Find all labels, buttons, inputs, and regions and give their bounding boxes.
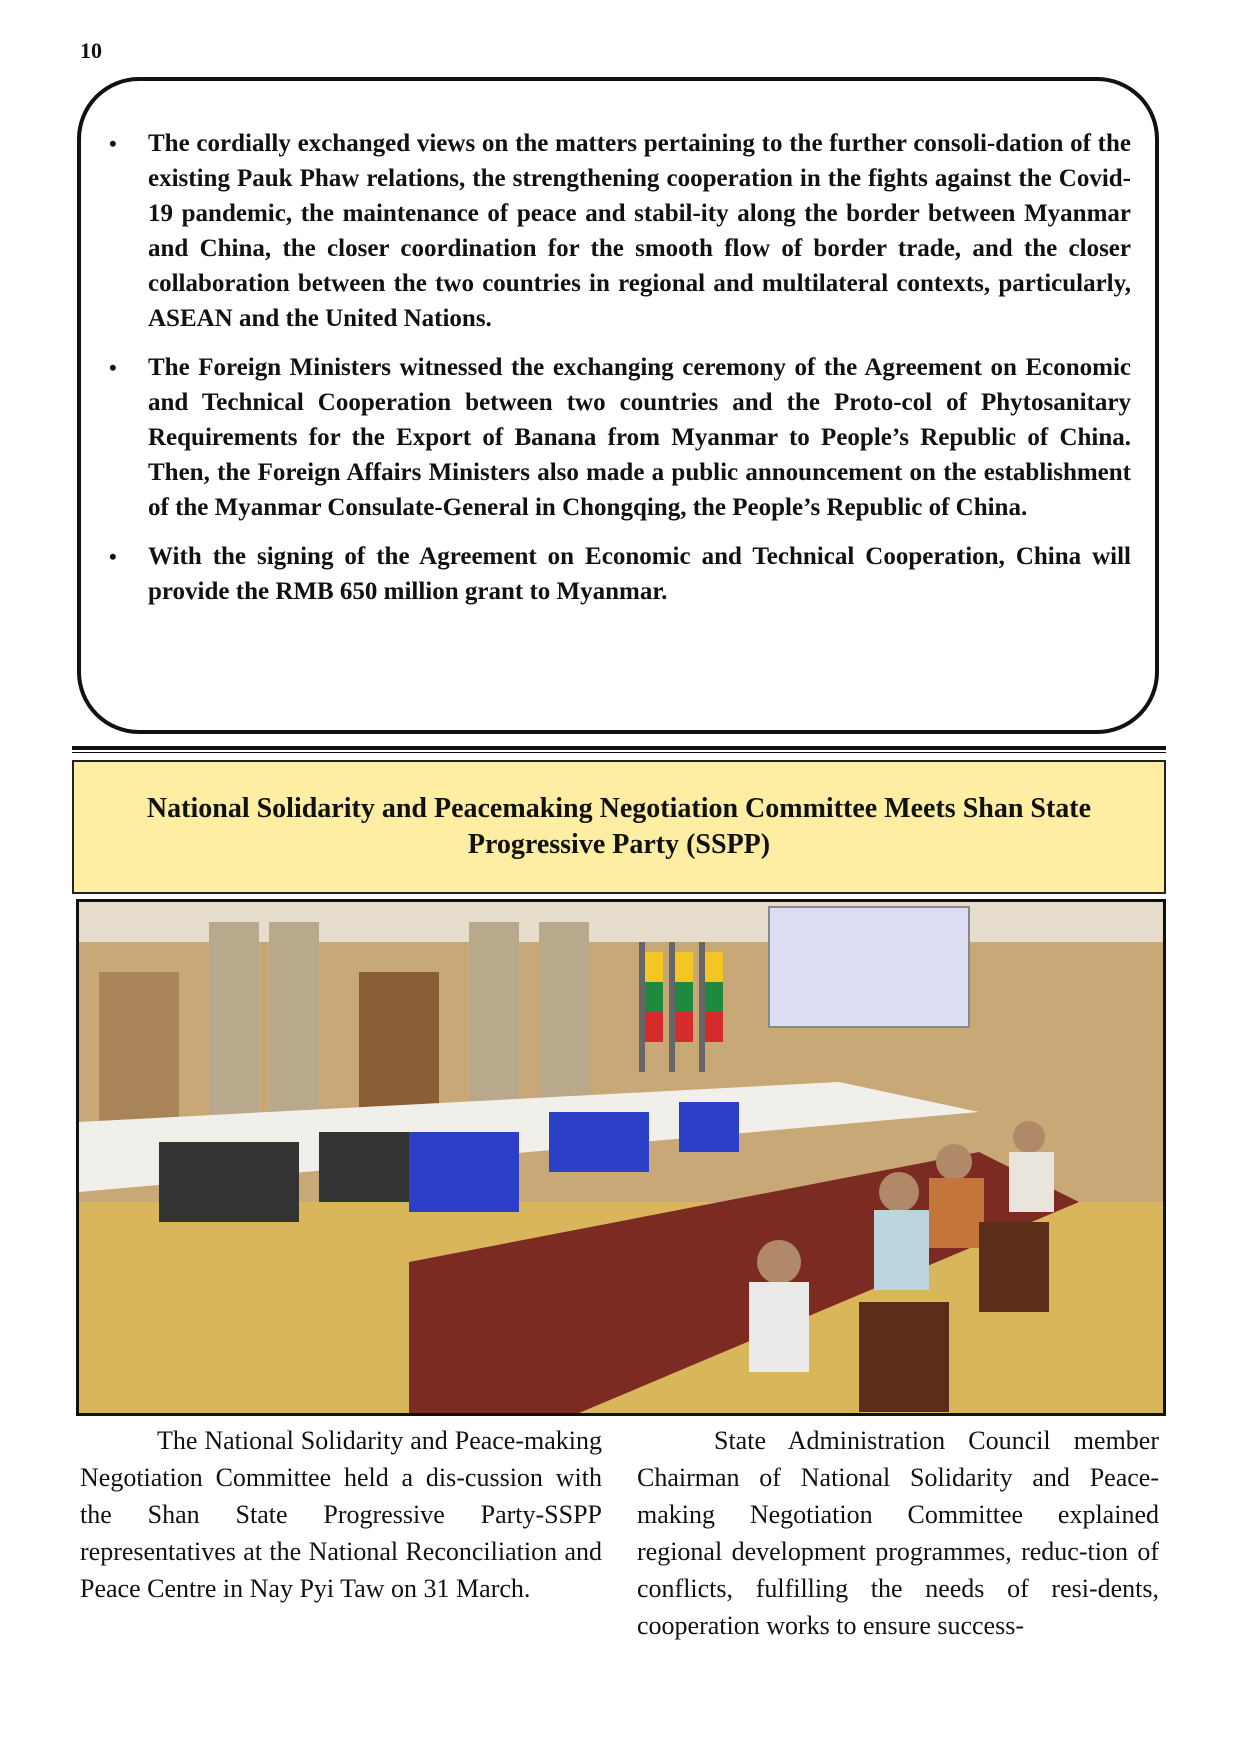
meeting-photo [76, 899, 1166, 1416]
bullet-icon: • [109, 355, 117, 380]
bullet-icon: • [109, 131, 117, 156]
bullet-text: The Foreign Ministers witnessed the exchanging ceremony of the Agreement on Economic and Technical Cooperation between two countries and the Proto-col of Phytosanitary Requirements for the Export of Banana from Myanmar to People’s Republic of China. Then, the Foreign Affairs Ministers also made a public announcement on the establishment of the Myanmar Consulate-General in Chongqing, the People’s Republic of China. [148, 354, 1131, 521]
article-headline: National Solidarity and Peacemaking Negotiation Committee Meets Shan State Progressive Party (SSPP) [146, 793, 1092, 860]
bullet-icon: • [109, 544, 117, 569]
headline-box [72, 760, 1166, 894]
article-body-left: The National Solidarity and Peace-making Negotiation Committee held a dis-cussion with the Shan State Progressive Party-SSPP representatives at the National Reconciliation and Peace Centre in Nay Pyi Taw on 31 March. [80, 1426, 602, 1603]
summary-bullet-item [103, 350, 1131, 525]
bullet-text: With the signing of the Agreement on Economic and Technical Cooperation, China will provide the RMB 650 million grant to Myanmar. [148, 543, 1131, 605]
section-divider-thin [72, 752, 1166, 753]
section-divider [72, 746, 1166, 750]
article-body-right: State Administration Council member Chairman of National Solidarity and Peace-making Negotiation Committee explained regional development programmes, reduc-tion of conflicts, fulfilling the needs of resi-dents, cooperation works to ensure success- [637, 1426, 1159, 1640]
summary-bullet-list [103, 126, 1131, 623]
page-number: 10 [80, 38, 102, 63]
summary-bullet-item [103, 126, 1131, 336]
summary-bullet-item [103, 539, 1131, 609]
bullet-text: The cordially exchanged views on the matters pertaining to the further consoli-dation of the existing Pauk Phaw relations, the strengthening cooperation in the fights against the Covid-19 pandemic, the maintenance of peace and stabil-ity along the border between Myanmar and China, the closer coordination for the smooth flow of border trade, and the closer collaboration between the two countries in regional and multilateral contexts, particularly, ASEAN and the United Nations. [148, 130, 1131, 332]
